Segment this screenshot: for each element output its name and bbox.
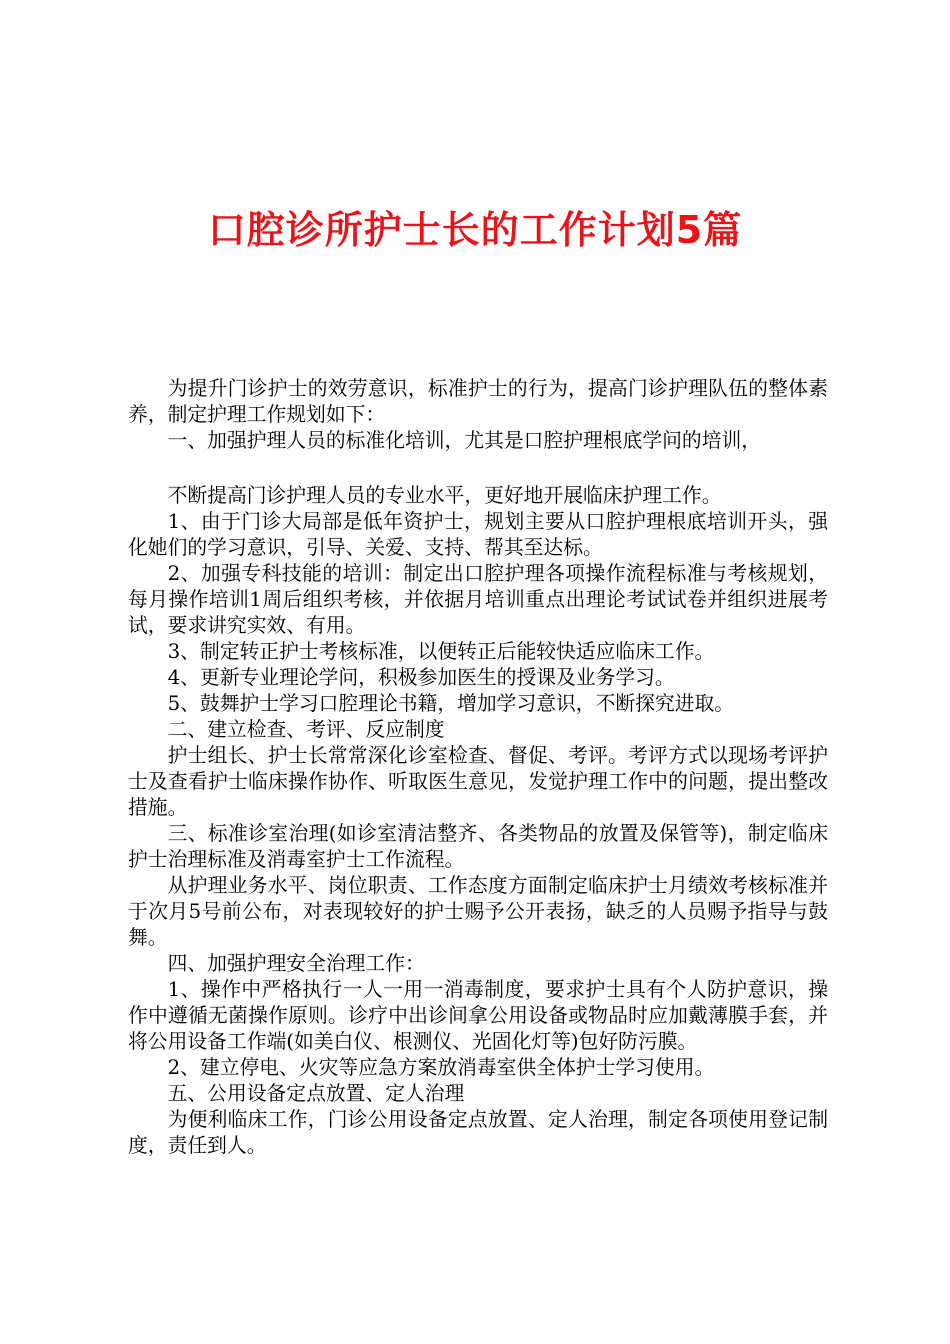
document-body [128,376,828,1159]
list-item: 4、更新专业理论学问，积极参加医生的授课及业务学习。 [167,666,675,689]
section-heading-2: 二、建立检查、考评、反应制度 [167,718,445,741]
section-heading-4: 四、加强护理安全治理工作： [167,952,425,975]
paragraph: 从护理业务水平、岗位职责、工作态度方面制定临床护士月绩效考核标准并于次月5号前公布，对表现较好的护士赐予公开表扬，缺乏的人员赐予指导与鼓舞。 [128,874,828,949]
section-heading-3: 三、标准诊室治理(如诊室清洁整齐、各类物品的放置及保管等)，制定临床护士治理标准及消毒室护士工作流程。 [128,822,828,871]
list-item: 1、由于门诊大局部是低年资护士，规划主要从口腔护理根底培训开头，强化她们的学习意识，引导、关爱、支持、帮其至达标。 [128,510,828,559]
paragraph: 不断提高门诊护理人员的专业水平，更好地开展临床护理工作。 [167,484,722,507]
list-item: 2、建立停电、火灾等应急方案放消毒室供全体护士学习使用。 [167,1056,715,1079]
paragraph: 护士组长、护士长常常深化诊室检查、督促、考评。考评方式以现场考评护士及查看护士临床操作协作、听取医生意见，发觉护理工作中的问题，提出整改措施。 [128,744,828,819]
list-item: 5、鼓舞护士学习口腔理论书籍，增加学习意识，不断探究进取。 [167,692,735,715]
paragraph: 为便利临床工作，门诊公用设备定点放置、定人治理，制定各项使用登记制度，责任到人。 [128,1108,828,1157]
list-item: 1、操作中严格执行一人一用一消毒制度，要求护士具有个人防护意识，操作中遵循无菌操作原则。诊疗中出诊间拿公用设备或物品时应加戴薄膜手套，并将公用设备工作端(如美白仪、根测仪、光固化灯等)包好防污膜。 [128,978,828,1053]
section-heading-1: 一、加强护理人员的标准化培训，尤其是口腔护理根底学问的培训， [167,429,762,452]
section-heading-5: 五、公用设备定点放置、定人治理 [167,1082,465,1105]
document-title: 口腔诊所护士长的工作计划5篇 [207,208,743,252]
list-item: 3、制定转正护士考核标准，以便转正后能较快适应临床工作。 [167,640,715,663]
paragraph-intro: 为提升门诊护士的效劳意识，标准护士的行为，提高门诊护理队伍的整体素养，制定护理工作规划如下： [128,377,828,426]
list-item: 2、加强专科技能的培训：制定出口腔护理各项操作流程标准与考核规划，每月操作培训1周后组织考核，并依据月培训重点出理论考试试卷并组织进展考试，要求讲究实效、有用。 [128,562,828,637]
